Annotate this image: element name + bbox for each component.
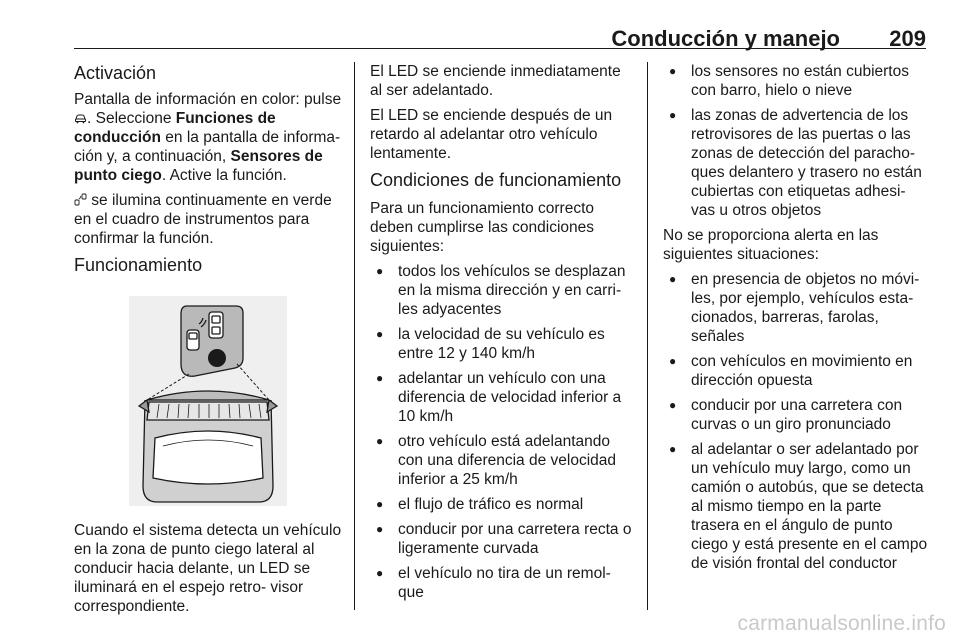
column-divider — [647, 62, 648, 610]
heading-condiciones: Condiciones de funcionamiento — [370, 170, 622, 190]
list-item: ● el vehículo no tira de un remol‑ que — [370, 564, 632, 602]
paragraph-activation: Pantalla de información en color: pulse . Seleccione Funciones de conducción en la pantalla de informa‑ ción y, a continuación, Sensores de punto ciego. Active la función. — [74, 91, 342, 184]
column-3 — [663, 62, 929, 579]
column-1 — [74, 62, 342, 622]
car-settings-icon — [74, 110, 87, 123]
list-item: ● la velocidad de su vehículo es entre 12 y 140 km/h — [370, 325, 632, 363]
section-title: Conducción y manejo — [611, 26, 840, 51]
paragraph-indicator: se ilumina continuamente en verde en el cuadro de instrumentos para confirmar la función. — [74, 192, 332, 247]
list-item: ● el flujo de tráfico es normal — [370, 495, 632, 514]
list-item: ● todos los vehículos se desplazan en la misma dirección y en carri‑ les adyacentes — [370, 262, 632, 319]
heading-funcionamiento: Funcionamiento — [74, 255, 203, 275]
list-item: ● los sensores no están cubiertos con barro, hielo o nieve — [663, 62, 929, 100]
column-divider — [354, 62, 355, 610]
list-item: ● conducir por una carretera recta o ligeramente curvada — [370, 520, 632, 558]
paragraph-conditions-intro: Para un funcionamiento correcto deben cumplirse las condiciones siguientes: — [370, 200, 595, 255]
list-item: ● adelantar un vehículo con una diferencia de velocidad inferior a 10 km/h — [370, 369, 632, 426]
watermark-url: carmanualsonline.info — [737, 612, 946, 635]
list-item: ● conducir por una carretera con curvas o un giro pronunciado — [663, 396, 929, 434]
rear-view-mirror-illustration — [129, 296, 287, 506]
page-number: 209 — [889, 26, 926, 51]
blind-spot-icon — [74, 192, 87, 205]
header-rule — [74, 48, 926, 49]
list-item: ● las zonas de advertencia de los retrovisores de las puertas o las zonas de detección del paracho‑ ques delantero y trasero no están cubiertas con etiquetas adhesi‑ vas u otros objetos — [663, 106, 929, 220]
list-item: ● al adelantar o ser adelantado por un vehículo muy largo, como un camión o autobús, que se detecta al mismo tiempo en la parte trasera en el ángulo de punto ciego y está presente en el campo de visión frontal del conductor — [663, 440, 929, 573]
paragraph-detection: Cuando el sistema detecta un vehículo en la zona de punto ciego lateral al conducir hacia delante, un LED se iluminará en el espejo retro‑ visor correspondiente. — [74, 522, 342, 615]
column-2 — [370, 62, 632, 608]
paragraph-no-alert-intro: No se proporciona alerta en las siguientes situaciones: — [663, 227, 879, 263]
conditions-list-continued — [663, 62, 929, 220]
list-item: ● otro vehículo está adelantando con una diferencia de velocidad inferior a 25 km/h — [370, 432, 632, 489]
paragraph-led-delay: El LED se enciende después de un retardo al adelantar otro vehículo lentamente. — [370, 107, 613, 162]
list-item: ● con vehículos en movimiento en dirección opuesta — [663, 352, 929, 390]
no-alert-list — [663, 270, 929, 573]
list-item: ● en presencia de objetos no móvi‑ les, por ejemplo, vehículos esta‑ cionados, barreras, farolas, señales — [663, 270, 929, 346]
conditions-list — [370, 262, 632, 602]
paragraph-led-immediate: El LED se enciende inmediatamente al ser adelantado. — [370, 63, 621, 99]
heading-activacion: Activación — [74, 63, 157, 83]
